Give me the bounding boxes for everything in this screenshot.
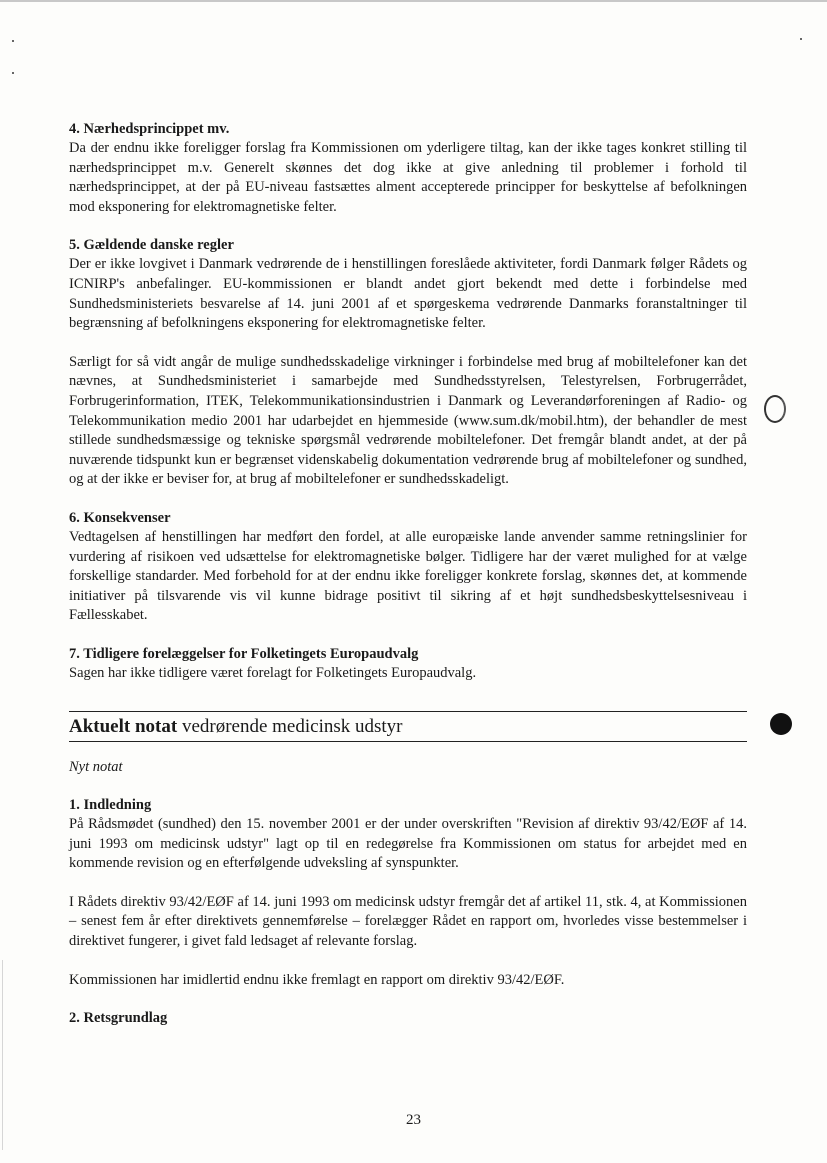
section-paragraph: Der er ikke lovgivet i Danmark vedrørende de i henstillingen foreslåede aktiviteter, fordi Danmark følger Rådets og ICNIRP's anbefalinger. EU-kommissionen er blandt andet gjort bekendt med dette i forbindelse med Sundhedsministeriets besvarelse af 14. juni 2001 af et spørgeskema vedrørende Danmarks foranstaltninger til begrænsning af befolkningens eksponering for elektromagnetiske felter. (69, 256, 747, 332)
section-heading: 5. Gældende danske regler (69, 237, 234, 254)
scan-speck (12, 40, 14, 42)
page-number: 23 (406, 1112, 421, 1128)
section-heading: 2. Retsgrundlag (69, 1010, 168, 1027)
scan-speck (800, 38, 802, 40)
punch-hole (770, 713, 792, 735)
banner-title: vedrørende medicinsk udstyr (177, 716, 403, 738)
section-paragraph: På Rådsmødet (sundhed) den 15. november 2001 er der under overskriften "Revision af direktiv 93/42/EØF af 14. juni 1993 om medicinsk udstyr" lagt op til en redegørelse fra Kommissionen om status for arbejdet med en kommende revision og en efterfølgende udveksling af synspunkter. (69, 816, 747, 872)
section-paragraph: Vedtagelsen af henstillingen har medført den fordel, at alle europæiske lande anvender samme retningslinier for vurdering af risikoen ved udsættelse for elektromagnetiske bølger. Tidligere har der været mulighed for at vælge forskellige standarder. Med forbehold for at der endnu ikke foreligger konkrete forslag, skønnes det, at kommende initiativer på tilsvarende vis vil kunne bidrage positivt til sikring af et højt sundhedsbeskyttelsesniveau i Fællesskabet. (69, 528, 747, 624)
section-paragraph: Kommissionen har imidlertid endnu ikke fremlagt en rapport om direktiv 93/42/EØF. (69, 971, 565, 988)
page-content (69, 120, 747, 1028)
section-paragraph: Særligt for så vidt angår de mulige sundhedsskadelige virkninger i forbindelse med brug af mobiltelefoner kan det nævnes, at Sundhedsministeriet i samarbejde med Sundhedsstyrelsen, Telestyrelsen, Forbrugerrådet, Forbrugerinformation, ITEK, Telekommunikationsindustrien i Danmark og Leverandørforeningen af Radio- og Telekommunikation medio 2001 har udarbejdet en hjemmeside (www.sum.dk/mobil.htm), der behandler de mest stillede sundhedsmæssige og tekniske spørgsmål vedrørende mobiltelefoner. Det fremgår blandt andet, at der på nuværende tidspunkt kun er begrænset videnskabelig dokumentation vedrørende brug af mobiltelefoner og sundhed, og at der ikke er beviser for, at brug af mobiltelefoner er sundhedsskadeligt. (69, 353, 747, 488)
section-heading: 4. Nærhedsprincippet mv. (69, 121, 230, 137)
banner-label: Aktuelt notat (69, 716, 178, 738)
notat-banner (69, 711, 747, 742)
scan-speck (12, 72, 14, 74)
scan-edge (0, 0, 827, 2)
punch-hole-ring (764, 395, 786, 423)
section-paragraph: I Rådets direktiv 93/42/EØF af 14. juni 1993 om medicinsk udstyr fremgår det af artikel 11, stk. 4, at Kommissionen – senest fem år efter direktivets gennemførelse – forelægger Rådet en rapport om, hvorledes visse bestemmelser i direktivet fungerer, i givet fald ledsaget af relevante forslag. (69, 893, 747, 950)
section-heading: 7. Tidligere forelæggelser for Folketingets Europaudvalg (69, 645, 419, 662)
note-status: Nyt notat (69, 759, 123, 776)
section-heading: 6. Konsekvenser (69, 509, 171, 526)
section-paragraph: Sagen har ikke tidligere været forelagt for Folketingets Europaudvalg. (69, 664, 477, 681)
section-heading: 1. Indledning (69, 797, 152, 814)
section-paragraph: Da der endnu ikke foreligger forslag fra Kommissionen om yderligere tiltag, kan der ikke tages konkret stilling til nærhedsprincippet m.v. Generelt skønnes det dog ikke at give anledning til problemer i forhold til nærhedsprincippet, at der på EU-niveau fastsættes alment accepterede principper for beskyttelse af befolkningen mod eksponering for elektromagnetiske felter. (69, 140, 747, 215)
